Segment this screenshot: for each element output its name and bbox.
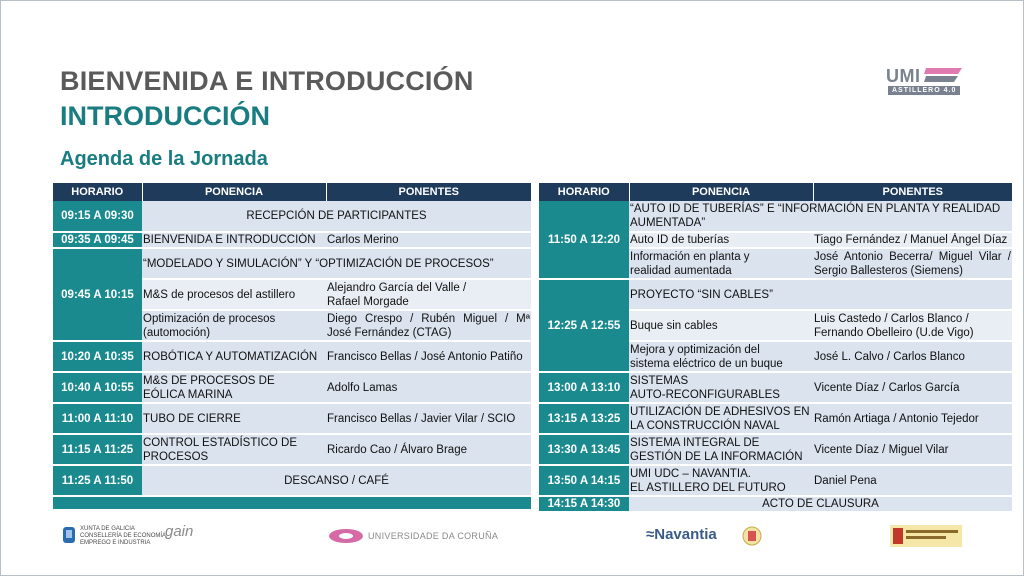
umi-logo-text: UMI: [886, 66, 921, 86]
ponentes-cell: José Antonio Becerra/ Miguel Vilar / Sergio Ballesteros (Siemens): [813, 248, 1012, 279]
spain-shield-icon: [742, 525, 762, 547]
col-header-ponencia: PONENCIA: [629, 183, 813, 201]
ponencia-cell: SISTEMA INTEGRAL DE GESTIÓN DE LA INFORMACIÓN: [629, 434, 813, 465]
umi-logo-mark-icon: [924, 68, 964, 86]
table-row: [53, 403, 531, 434]
col-header-ponentes: PONENTES: [813, 183, 1012, 201]
col-header-horario: HORARIO: [539, 183, 629, 201]
table-row-spacer: [53, 496, 531, 510]
ponencia-cell: M&S DE PROCESOS DE EÓLICA MARINA: [142, 372, 326, 403]
time-cell: 13:00 A 13:10: [539, 372, 629, 403]
table-row: [53, 248, 531, 279]
ponencia-cell: BIENVENIDA E INTRODUCCIÓN: [142, 232, 326, 248]
ponencia-cell: Buque sin cables: [629, 310, 813, 341]
session-header-cell: “MODELADO Y SIMULACIÓN” Y “OPTIMIZACIÓN DE PROCESOS”: [142, 248, 531, 279]
table-row: [539, 496, 1012, 512]
table-row: [539, 201, 1012, 232]
time-cell: 13:30 A 13:45: [539, 434, 629, 465]
table-row: [539, 434, 1012, 465]
ponentes-cell: Ricardo Cao / Álvaro Brage: [326, 434, 531, 465]
ponentes-cell: Luis Castedo / Carlos Blanco / Fernando Obelleiro (U.de Vigo): [813, 310, 1012, 341]
footer-logos: [0, 520, 1024, 570]
umi-logo-subtitle: ASTILLERO 4.0: [888, 86, 960, 95]
ponentes-cell: [813, 279, 1012, 310]
ponencia-cell: Información en planta y realidad aumentada: [629, 248, 813, 279]
time-cell: 13:50 A 14:15: [539, 465, 629, 496]
udc-emblem-icon: [328, 528, 364, 544]
time-cell: 14:15 A 14:30: [539, 496, 629, 512]
ponentes-cell: Tiago Fernández / Manuel Ángel Díaz: [813, 232, 1012, 248]
xunta-logo: XUNTA DE GALICIA CONSELLERÍA DE ECONOMÍA, EMPREGO E INDUSTRIA: [80, 526, 168, 546]
ponencia-cell: SISTEMAS AUTO-RECONFIGURABLES: [629, 372, 813, 403]
table-row: [53, 434, 531, 465]
session-header-cell: “AUTO ID DE TUBERÍAS” E “INFORMACIÓN EN PLANTA Y REALIDAD AUMENTADA”: [629, 201, 1012, 232]
time-cell: 10:20 A 10:35: [53, 341, 142, 372]
session-cell: DESCANSO / CAFÉ: [142, 465, 531, 496]
time-cell: 11:25 A 11:50: [53, 465, 142, 496]
agenda-subtitle: Agenda de la Jornada: [60, 148, 268, 170]
ponentes-cell: José L. Calvo / Carlos Blanco: [813, 341, 1012, 372]
teal-bar: [53, 496, 531, 510]
time-cell: 09:35 A 09:45: [53, 232, 142, 248]
ponentes-cell: Francisco Bellas / José Antonio Patiño: [326, 341, 531, 372]
table-row: [53, 232, 531, 248]
ponencia-cell: UMI UDC – NAVANTIA. EL ASTILLERO DEL FUTURO: [629, 465, 813, 496]
gain-logo: gain: [165, 523, 194, 540]
session-cell: ACTO DE CLAUSURA: [629, 496, 1012, 512]
ponencia-cell: M&S de procesos del astillero: [142, 279, 326, 310]
ponencia-cell: TUBO DE CIERRE: [142, 403, 326, 434]
umi-logo: [886, 66, 966, 100]
agenda-table-afternoon: [539, 183, 1012, 513]
time-cell: 11:00 A 11:10: [53, 403, 142, 434]
ponencia-cell: UTILIZACIÓN DE ADHESIVOS EN LA CONSTRUCCIÓN NAVAL: [629, 403, 813, 434]
xunta-shield-icon: [62, 526, 76, 544]
table-row: [539, 372, 1012, 403]
navantia-logo: ≈Navantia: [646, 526, 717, 543]
time-cell: 11:50 A 12:20: [539, 201, 629, 279]
ponentes-cell: Francisco Bellas / Javier Vilar / SCIO: [326, 403, 531, 434]
table-row: [53, 341, 531, 372]
section-title: INTRODUCCIÓN: [60, 101, 270, 131]
ponencia-cell: ROBÓTICA Y AUTOMATIZACIÓN: [142, 341, 326, 372]
table-row: [53, 372, 531, 403]
ponentes-cell: Vicente Díaz / Carlos García: [813, 372, 1012, 403]
col-header-ponencia: PONENCIA: [142, 183, 326, 201]
time-cell: 09:45 A 10:15: [53, 248, 142, 341]
udc-logo: UNIVERSIDADE DA CORUÑA: [368, 531, 499, 541]
time-cell: 09:15 A 09:30: [53, 201, 142, 232]
ponentes-cell: Diego Crespo / Rubén Miguel / Mª José Fernández (CTAG): [326, 310, 531, 341]
table-row: [539, 465, 1012, 496]
spain-ministry-logo-icon: [890, 525, 962, 547]
agenda-table-morning: [53, 183, 531, 511]
col-header-ponentes: PONENTES: [326, 183, 531, 201]
ponentes-cell: Carlos Merino: [326, 232, 531, 248]
ponencia-cell: Optimización de procesos (automoción): [142, 310, 326, 341]
ponentes-cell: Adolfo Lamas: [326, 372, 531, 403]
time-cell: 13:15 A 13:25: [539, 403, 629, 434]
col-header-horario: HORARIO: [53, 183, 142, 201]
table-row: [539, 279, 1012, 310]
ponencia-cell: Mejora y optimización del sistema eléctrico de un buque: [629, 341, 813, 372]
ponencia-cell: CONTROL ESTADÍSTICO DE PROCESOS: [142, 434, 326, 465]
ponentes-cell: Alejandro García del Valle / Rafael Morgade: [326, 279, 531, 310]
time-cell: 12:25 A 12:55: [539, 279, 629, 372]
table-row: [53, 201, 531, 232]
table-row: [539, 403, 1012, 434]
ponencia-cell: Auto ID de tuberías: [629, 232, 813, 248]
ponentes-cell: Ramón Artiaga / Antonio Tejedor: [813, 403, 1012, 434]
ponentes-cell: Daniel Pena: [813, 465, 1012, 496]
time-cell: 11:15 A 11:25: [53, 434, 142, 465]
ponentes-cell: Vicente Díaz / Miguel Vilar: [813, 434, 1012, 465]
session-cell: RECEPCIÓN DE PARTICIPANTES: [142, 201, 531, 232]
main-title: BIENVENIDA E INTRODUCCIÓN: [60, 66, 474, 96]
session-header-cell: PROYECTO “SIN CABLES”: [629, 279, 813, 310]
table-row: [53, 465, 531, 496]
time-cell: 10:40 A 10:55: [53, 372, 142, 403]
